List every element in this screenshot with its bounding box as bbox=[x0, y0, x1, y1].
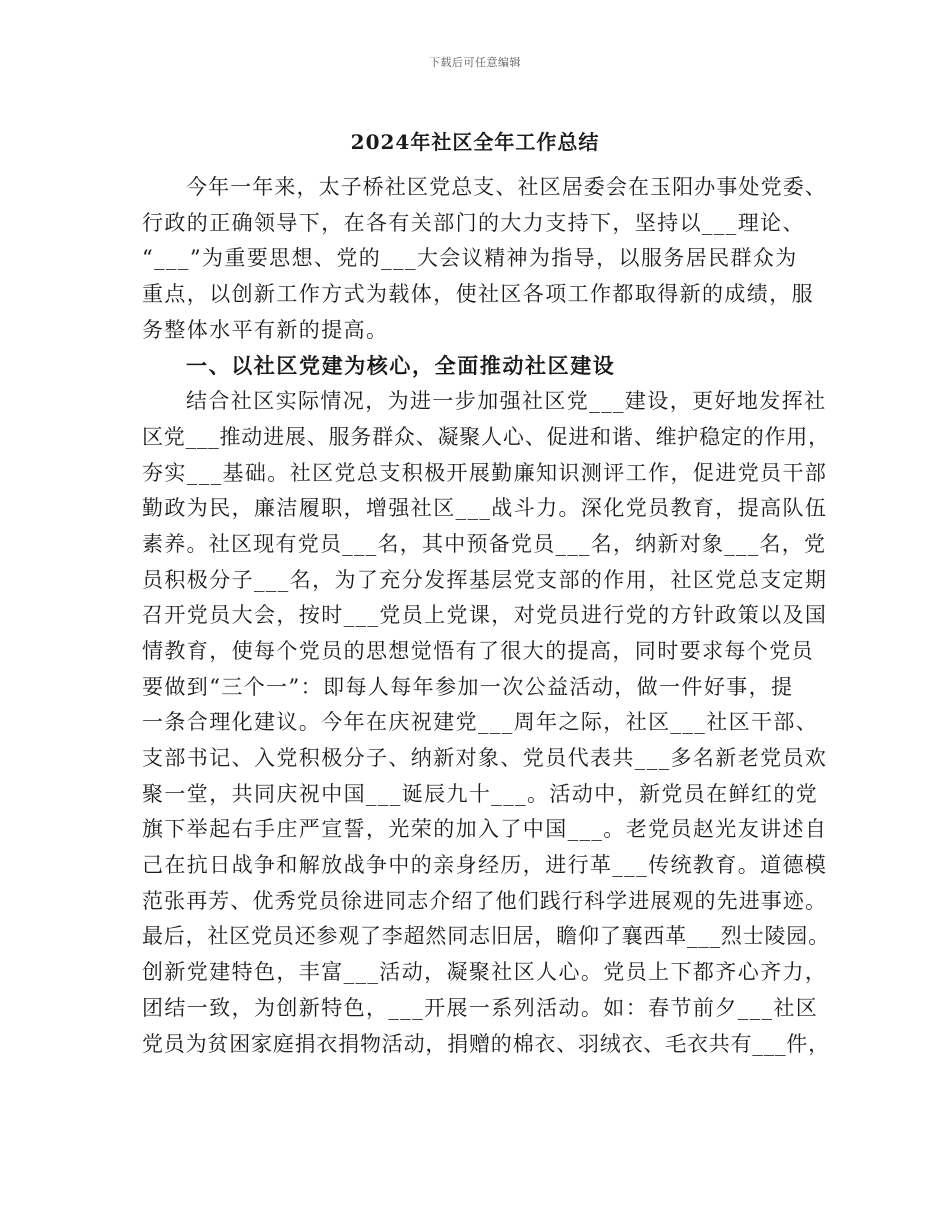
document-body bbox=[142, 170, 830, 1062]
paragraph-line: 聚一堂，共同庆祝中国___诞辰九十___。活动中，新党员在鲜红的党 bbox=[142, 781, 819, 806]
paragraph-line: 员积极分子___名，为了充分发挥基层党支部的作用，社区党总支定期 bbox=[142, 567, 828, 592]
paragraph-line: 一条合理化建议。今年在庆祝建党___周年之际，社区___社区干部、 bbox=[142, 710, 819, 735]
paragraph-line: 范张再芳、优秀党员徐进同志介绍了他们践行科学进展观的先进事迹。 bbox=[142, 888, 828, 913]
paragraph-line: 最后，社区党员还参观了李超然同志旧居，瞻仰了襄西革___烈士陵园。 bbox=[142, 924, 830, 949]
paragraph-line: 要做到“三个一”：即每人每年参加一次公益活动，做一件好事，提 bbox=[142, 674, 794, 699]
document-title: 2024年社区全年工作总结 bbox=[350, 130, 600, 154]
section-heading: 一、以社区党建为核心，全面推动社区建设 bbox=[186, 353, 616, 379]
paragraph-line: 区党___推动进展、服务群众、凝聚人心、促进和谐、维护稳定的作用， bbox=[142, 424, 830, 449]
paragraph-line: 今年一年来，太子桥社区党总支、社区居委会在玉阳办事处党委、 bbox=[186, 175, 827, 199]
paragraph-line: 支部书记、入党积极分子、纳新对象、党员代表共___多名新老党员欢 bbox=[142, 746, 828, 770]
paragraph-line: 夯实___基础。社区党总支积极开展勤廉知识测评工作，促进党员干部 bbox=[142, 460, 828, 485]
paragraph-line: 创新党建特色，丰富___活动，凝聚社区人心。党员上下都齐心齐力， bbox=[142, 960, 828, 985]
paragraph-line: “___”为重要思想、党的___大会议精神为指导，以服务居民群众为 bbox=[142, 246, 798, 271]
paragraph-line: 情教育，使每个党员的思想觉悟有了很大的提高，同时要求每个党员 bbox=[142, 638, 814, 663]
paragraph-line: 党员为贫困家庭捐衣捐物活动，捐赠的棉衣、羽绒衣、毛衣共有___件， bbox=[142, 1031, 830, 1056]
paragraph-line: 重点，以创新工作方式为载体，使社区各项工作都取得新的成绩，服 bbox=[142, 282, 814, 307]
paragraph-line: 勤政为民，廉洁履职，增强社区___战斗力。深化党员教育，提高队伍 bbox=[142, 496, 828, 521]
paragraph-line: 务整体水平有新的提高。 bbox=[142, 317, 389, 342]
paragraph-line: 旗下举起右手庄严宣誓，光荣的加入了中国___。老党员赵光友讲述自 bbox=[142, 817, 828, 842]
paragraph-line: 召开党员大会，按时___党员上党课，对党员进行党的方针政策以及国 bbox=[142, 603, 828, 628]
paragraph-line: 结合社区实际情况，为进一步加强社区党___建设，更好地发挥社 bbox=[186, 389, 827, 414]
header-note: 下载后可任意编辑 bbox=[429, 56, 521, 69]
paragraph-line: 团结一致，为创新特色，___开展一系列活动。如：春节前夕___社区 bbox=[142, 995, 819, 1020]
paragraph-line: 行政的正确领导下，在各有关部门的大力支持下，坚持以___理论、 bbox=[142, 210, 805, 235]
paragraph-line: 己在抗日战争和解放战争中的亲身经历，进行革___传统教育。道德模 bbox=[142, 853, 828, 878]
paragraph-line: 素养。社区现有党员___名，其中预备党员___名，纳新对象___名，党 bbox=[142, 531, 827, 556]
